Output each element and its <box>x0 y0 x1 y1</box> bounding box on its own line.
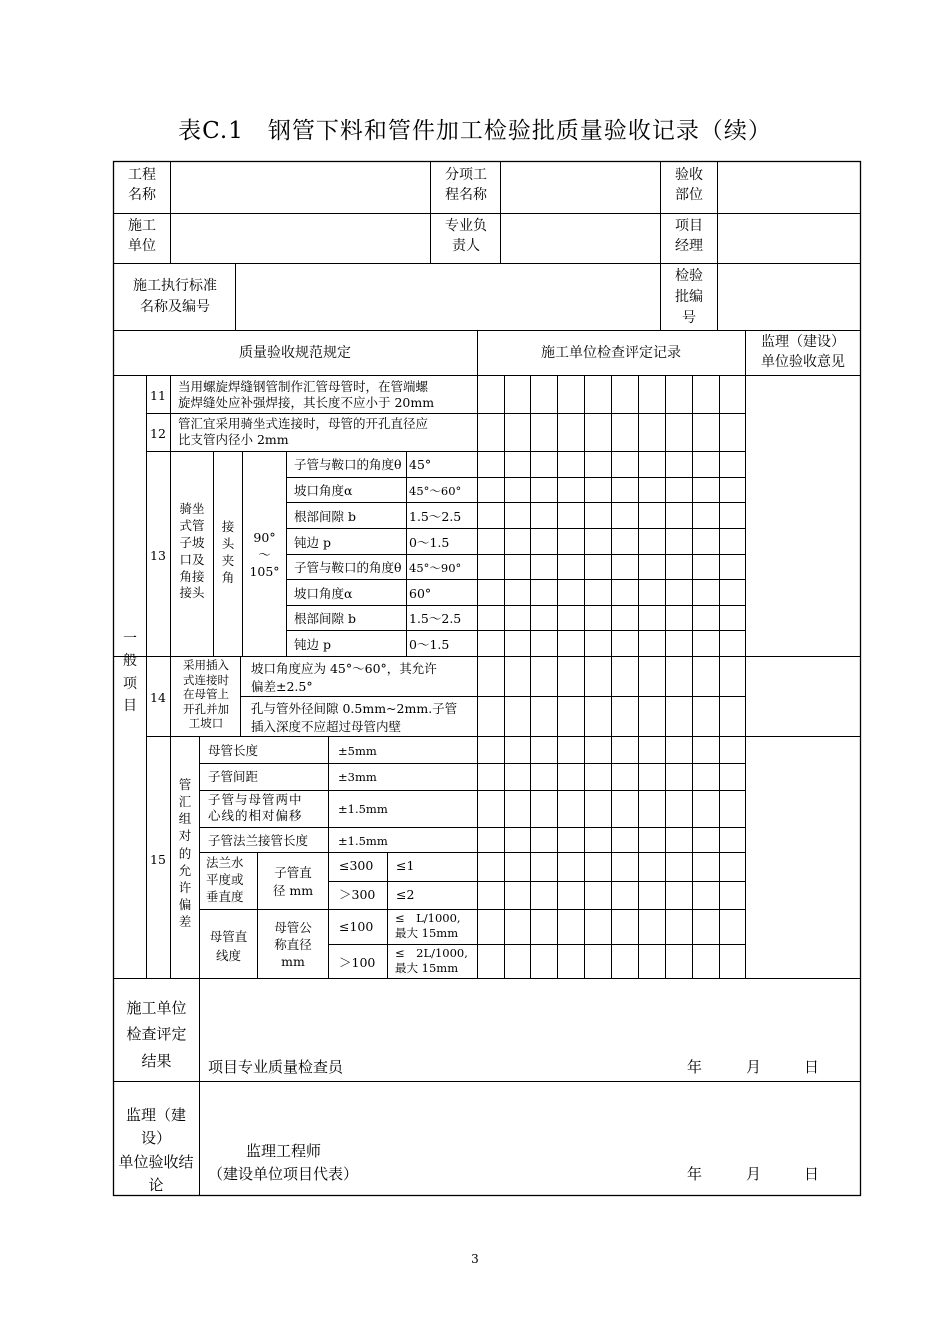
item14-line2: 孔与管外径间隙 0.5mm~2mm.子管 插入深度不应超过母管内壁 <box>251 701 458 734</box>
owner-rep-label: （建设单位项目代表） <box>208 1165 359 1183</box>
item13-row-name: 根部间隙 b <box>294 509 356 524</box>
item-number: 11 <box>150 388 166 403</box>
project-manager-label: 项目 经理 <box>675 218 703 255</box>
engineer-label: 监理工程师 <box>246 1142 322 1160</box>
value-cell: ≤ 2L/1000, 最大 15mm <box>395 946 468 975</box>
item13-group-label: 骑坐 式管 子坡 口及 角接 接头 <box>179 501 205 601</box>
item13-row-name: 钝边 p <box>294 535 331 550</box>
condition-cell: ≤300 <box>339 858 374 873</box>
constructor-label: 施工 单位 <box>128 218 156 255</box>
item14-label: 采用插入 式连接时 在母管上 开孔并加 工坡口 <box>183 658 229 731</box>
item15-row-value: ±1.5mm <box>338 802 388 816</box>
value-cell: ≤ L/1000, 最大 15mm <box>395 911 461 940</box>
sub-dia-label: 子管直 径 mm <box>272 865 314 898</box>
record-column-header: 施工单位检查评定记录 <box>541 345 681 361</box>
year-label: 年 <box>687 1058 703 1076</box>
day-label: 日 <box>804 1165 820 1183</box>
item13-row-name: 坡口角度α <box>294 483 353 498</box>
day-label: 日 <box>804 1058 820 1076</box>
item13-row-value: 60° <box>409 586 432 601</box>
main-dia-label: 母管公 称直径 mm <box>274 920 312 969</box>
spec-column-header: 质量验收规范规定 <box>239 345 351 361</box>
standard-label: 施工执行标准 名称及编号 <box>133 278 217 315</box>
item15-row-value: ±1.5mm <box>338 834 388 848</box>
sub-project-label: 分项工 程名称 <box>445 167 487 204</box>
item15-row-value: ±3mm <box>338 770 377 784</box>
page-number: 3 <box>471 1252 479 1266</box>
item14-line1: 坡口角度应为 45°～60°，其允许 偏差±2.5° <box>251 661 437 694</box>
item13-joint-label: 接 头 夹 角 <box>221 519 235 585</box>
project-name-label: 工程 名称 <box>128 167 156 204</box>
item13-row-name: 子管与鞍口的角度θ <box>294 457 402 472</box>
item-text: 当用螺旋焊缝钢管制作汇管母管时，在管端螺 旋焊缝处应补强焊接，其长度不应小于 20mm <box>178 379 435 411</box>
item-number: 14 <box>150 690 166 705</box>
value-cell: ≤1 <box>396 858 415 873</box>
item13-angle-label: 90° ～ 105° <box>249 530 280 579</box>
item13-row-value: 1.5～2.5 <box>409 611 462 626</box>
month-label: 月 <box>746 1165 762 1183</box>
page-title: 表C.1 钢管下料和管件加工检验批质量验收记录（续） <box>178 118 772 144</box>
item-number: 13 <box>150 548 166 563</box>
item13-row-value: 0～1.5 <box>409 637 450 652</box>
accept-part-label: 验收 部位 <box>675 167 703 204</box>
item13-row-value: 45°～60° <box>409 484 462 498</box>
value-cell: ≤2 <box>396 887 415 902</box>
supervision-column-header: 监理（建设） 单位验收意见 <box>761 334 845 371</box>
item13-row-value: 45° <box>409 457 432 472</box>
item13-row-value: 45°～90° <box>409 561 462 575</box>
year-label: 年 <box>687 1165 703 1183</box>
condition-cell: ≤100 <box>339 919 374 934</box>
item15-row-name: 子管与母管两中 心线的相对偏移 <box>208 792 303 824</box>
inspector-label: 项目专业质量检查员 <box>208 1058 344 1076</box>
item15-row-name: 子管间距 <box>208 769 259 784</box>
item15-row-name: 母管长度 <box>208 743 259 758</box>
item15-label: 管 汇 组 对 的 允 许 偏 差 <box>178 777 192 929</box>
item15-row-value: ±5mm <box>338 744 377 758</box>
supervision-result-label: 监理（建设） 单位验收结 论 <box>118 1106 194 1194</box>
item13-row-value: 0～1.5 <box>409 535 450 550</box>
item13-row-value: 1.5～2.5 <box>409 509 462 524</box>
general-items-label: 一 般 项 目 <box>123 631 137 715</box>
condition-cell: ＞300 <box>339 887 376 902</box>
construction-result-label: 施工单位 检查评定 结果 <box>126 999 187 1070</box>
batch-no-label: 检验 批编 号 <box>675 268 703 326</box>
professional-leader-label: 专业负 责人 <box>445 218 487 255</box>
item13-row-name: 钝边 p <box>294 637 331 652</box>
item13-row-name: 坡口角度α <box>294 586 353 601</box>
item15-row-name: 子管法兰接管长度 <box>208 833 309 848</box>
month-label: 月 <box>746 1058 762 1076</box>
item-text: 管汇宜采用骑坐式连接时，母管的开孔直径应 比支管内径小 2mm <box>178 416 429 448</box>
item-number: 12 <box>150 426 166 441</box>
main-straightness-label: 母管直 线度 <box>209 929 248 963</box>
condition-cell: ＞100 <box>339 955 376 970</box>
item-number: 15 <box>150 852 166 867</box>
item13-row-name: 子管与鞍口的角度θ <box>294 560 402 575</box>
item13-row-name: 根部间隙 b <box>294 611 356 626</box>
flange-label: 法兰水 平度或 垂直度 <box>206 855 244 904</box>
